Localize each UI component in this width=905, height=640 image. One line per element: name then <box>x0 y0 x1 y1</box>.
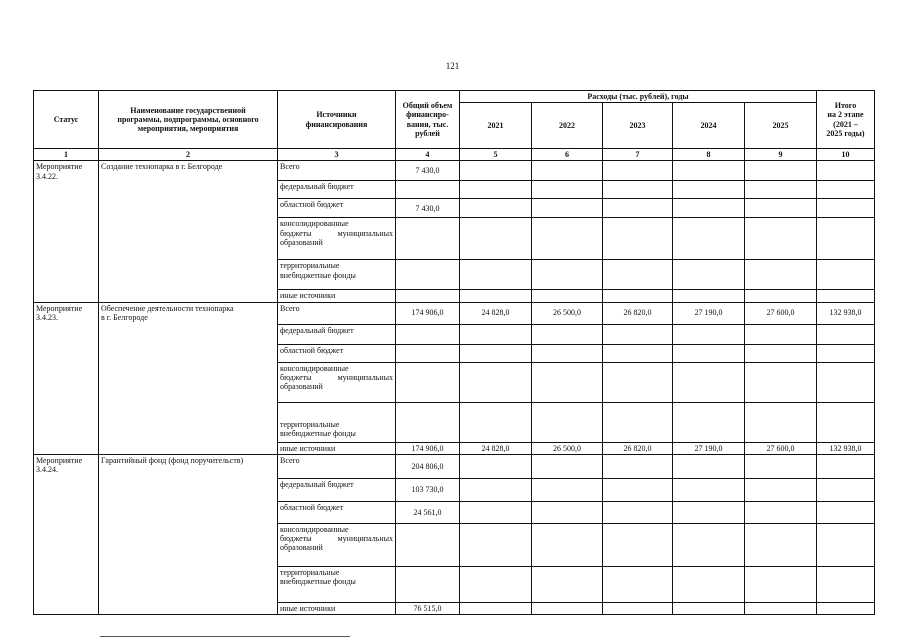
year-cell <box>460 324 532 344</box>
column-number: 5 <box>460 149 532 161</box>
year-cell <box>532 402 603 442</box>
year-cell <box>603 602 673 614</box>
total-cell <box>396 290 460 302</box>
page-number: 121 <box>445 61 460 71</box>
total-cell: 174 906,0 <box>396 302 460 324</box>
year-cell <box>603 218 673 260</box>
source-label: федеральный бюджет <box>278 324 396 344</box>
year-cell <box>532 501 603 523</box>
total-cell <box>396 181 460 199</box>
total-cell: 103 730,0 <box>396 478 460 501</box>
stage-cell <box>817 523 875 566</box>
header-status: Статус <box>34 91 99 149</box>
year-cell <box>460 402 532 442</box>
source-label-territorial: территориальные внебюджетные фонды <box>278 566 396 602</box>
year-cell <box>673 199 745 218</box>
column-number: 6 <box>532 149 603 161</box>
total-cell: 24 561,0 <box>396 501 460 523</box>
year-cell <box>745 344 817 362</box>
year-cell <box>460 602 532 614</box>
column-number: 3 <box>278 149 396 161</box>
header-stage-total: Итого на 2 этапе (2021 – 2025 годы) <box>817 91 875 149</box>
header-year-2021: 2021 <box>460 103 532 149</box>
year-cell <box>745 478 817 501</box>
stage-cell <box>817 260 875 290</box>
total-cell <box>396 362 460 402</box>
year-cell <box>460 362 532 402</box>
source-label: иные источники <box>278 290 396 302</box>
year-cell <box>460 290 532 302</box>
year-cell: 24 828,0 <box>460 302 532 324</box>
stage-cell: 132 938,0 <box>817 302 875 324</box>
header-year-2025: 2025 <box>745 103 817 149</box>
year-cell <box>673 344 745 362</box>
year-cell <box>745 566 817 602</box>
year-cell <box>603 161 673 181</box>
page-bottom-rule <box>100 636 350 637</box>
activity-status: Мероприятие 3.4.23. <box>34 302 99 454</box>
year-cell <box>745 290 817 302</box>
total-cell: 204 806,0 <box>396 454 460 478</box>
year-cell <box>460 478 532 501</box>
year-cell <box>603 181 673 199</box>
year-cell <box>460 181 532 199</box>
source-label: Всего <box>278 302 396 324</box>
column-number: 4 <box>396 149 460 161</box>
year-cell <box>745 523 817 566</box>
source-label-consolidated: консолидированные бюджеты муниципальных образований <box>278 523 396 566</box>
year-cell <box>532 523 603 566</box>
stage-cell <box>817 454 875 478</box>
table-row <box>34 302 875 324</box>
year-cell <box>673 602 745 614</box>
stage-cell: 132 938,0 <box>817 442 875 454</box>
year-cell <box>603 199 673 218</box>
header-row-1 <box>34 91 875 103</box>
table-row <box>34 454 875 478</box>
year-cell <box>460 566 532 602</box>
year-cell <box>460 344 532 362</box>
year-cell <box>460 501 532 523</box>
year-cell <box>603 523 673 566</box>
year-cell <box>673 402 745 442</box>
year-cell <box>532 324 603 344</box>
stage-cell <box>817 501 875 523</box>
year-cell <box>745 199 817 218</box>
financing-table <box>33 90 875 615</box>
year-cell: 26 820,0 <box>603 302 673 324</box>
stage-cell <box>817 362 875 402</box>
year-cell <box>673 181 745 199</box>
year-cell <box>460 523 532 566</box>
year-cell <box>745 260 817 290</box>
source-label-consolidated: консолидированные бюджеты муниципальных образований <box>278 362 396 402</box>
header-expenses: Расходы (тыс. рублей), годы <box>460 91 817 103</box>
year-cell: 26 500,0 <box>532 302 603 324</box>
year-cell: 27 190,0 <box>673 302 745 324</box>
year-cell <box>603 478 673 501</box>
year-cell <box>532 199 603 218</box>
stage-cell <box>817 402 875 442</box>
source-label: областной бюджет <box>278 501 396 523</box>
year-cell <box>745 161 817 181</box>
total-cell: 174 906,0 <box>396 442 460 454</box>
year-cell <box>532 478 603 501</box>
header-sources: Источники финансирования <box>278 91 396 149</box>
year-cell <box>673 324 745 344</box>
source-label: областной бюджет <box>278 344 396 362</box>
year-cell <box>673 290 745 302</box>
year-cell <box>603 501 673 523</box>
stage-cell <box>817 181 875 199</box>
year-cell <box>532 344 603 362</box>
year-cell <box>532 218 603 260</box>
activity-name: Гарантийный фонд (фонд поручительств) <box>99 454 278 614</box>
stage-cell <box>817 566 875 602</box>
year-cell <box>745 181 817 199</box>
year-cell <box>460 199 532 218</box>
year-cell <box>603 344 673 362</box>
source-label: Всего <box>278 161 396 181</box>
year-cell <box>603 362 673 402</box>
source-label: федеральный бюджет <box>278 478 396 501</box>
stage-cell <box>817 344 875 362</box>
column-number: 7 <box>603 149 673 161</box>
total-cell: 76 515,0 <box>396 602 460 614</box>
header-year-2022: 2022 <box>532 103 603 149</box>
activity-status: Мероприятие 3.4.22. <box>34 161 99 302</box>
year-cell <box>532 362 603 402</box>
stage-cell <box>817 602 875 614</box>
header-name: Наименование государственной программы, подпрограммы, основного мероприятия, мероприятия <box>99 91 278 149</box>
year-cell <box>460 454 532 478</box>
total-cell <box>396 260 460 290</box>
year-cell <box>673 218 745 260</box>
year-cell <box>745 218 817 260</box>
table-row <box>34 161 875 181</box>
year-cell <box>673 161 745 181</box>
year-cell <box>673 566 745 602</box>
source-label: иные источники <box>278 442 396 454</box>
header-year-2024: 2024 <box>673 103 745 149</box>
year-cell: 24 828,0 <box>460 442 532 454</box>
year-cell: 26 500,0 <box>532 442 603 454</box>
year-cell <box>603 454 673 478</box>
stage-cell <box>817 161 875 181</box>
column-number-row <box>34 149 875 161</box>
year-cell <box>460 161 532 181</box>
year-cell <box>603 324 673 344</box>
year-cell <box>603 402 673 442</box>
year-cell <box>745 501 817 523</box>
total-cell <box>396 344 460 362</box>
year-cell: 27 600,0 <box>745 442 817 454</box>
year-cell: 27 190,0 <box>673 442 745 454</box>
year-cell <box>673 501 745 523</box>
year-cell <box>460 260 532 290</box>
source-label: областной бюджет <box>278 199 396 218</box>
year-cell <box>745 454 817 478</box>
source-label: федеральный бюджет <box>278 181 396 199</box>
stage-cell <box>817 218 875 260</box>
source-label: иные источники <box>278 602 396 614</box>
year-cell <box>603 290 673 302</box>
stage-cell <box>817 324 875 344</box>
column-number: 2 <box>99 149 278 161</box>
column-number: 1 <box>34 149 99 161</box>
year-cell <box>745 324 817 344</box>
total-cell <box>396 402 460 442</box>
year-cell <box>532 260 603 290</box>
total-cell <box>396 566 460 602</box>
column-number: 9 <box>745 149 817 161</box>
activity-name: Обеспечение деятельности технопарка в г. Белгороде <box>99 302 278 454</box>
total-cell: 7 430,0 <box>396 199 460 218</box>
year-cell <box>745 362 817 402</box>
column-number: 10 <box>817 149 875 161</box>
total-cell <box>396 324 460 344</box>
activity-name: Создание технопарка в г. Белгороде <box>99 161 278 302</box>
header-year-2023: 2023 <box>603 103 673 149</box>
year-cell <box>673 454 745 478</box>
year-cell <box>673 478 745 501</box>
total-cell <box>396 218 460 260</box>
year-cell <box>532 161 603 181</box>
year-cell <box>532 290 603 302</box>
stage-cell <box>817 478 875 501</box>
source-label: Всего <box>278 454 396 478</box>
total-cell <box>396 523 460 566</box>
year-cell <box>532 566 603 602</box>
year-cell <box>532 181 603 199</box>
activity-status: Мероприятие 3.4.24. <box>34 454 99 614</box>
year-cell <box>532 454 603 478</box>
source-label-territorial: территориальные внебюджетные фонды <box>278 402 396 442</box>
stage-cell <box>817 199 875 218</box>
source-label-consolidated: консолидированные бюджеты муниципальных образований <box>278 218 396 260</box>
total-cell: 7 430,0 <box>396 161 460 181</box>
year-cell <box>532 602 603 614</box>
year-cell <box>745 402 817 442</box>
year-cell <box>460 218 532 260</box>
year-cell <box>673 523 745 566</box>
year-cell: 26 820,0 <box>603 442 673 454</box>
stage-cell <box>817 290 875 302</box>
year-cell <box>603 260 673 290</box>
year-cell <box>603 566 673 602</box>
year-cell <box>745 602 817 614</box>
year-cell <box>673 260 745 290</box>
year-cell <box>673 362 745 402</box>
header-total: Общий объем финансиро- вания, тыс. рублей <box>396 91 460 149</box>
column-number: 8 <box>673 149 745 161</box>
source-label-territorial: территориальные внебюджетные фонды <box>278 260 396 290</box>
year-cell: 27 600,0 <box>745 302 817 324</box>
